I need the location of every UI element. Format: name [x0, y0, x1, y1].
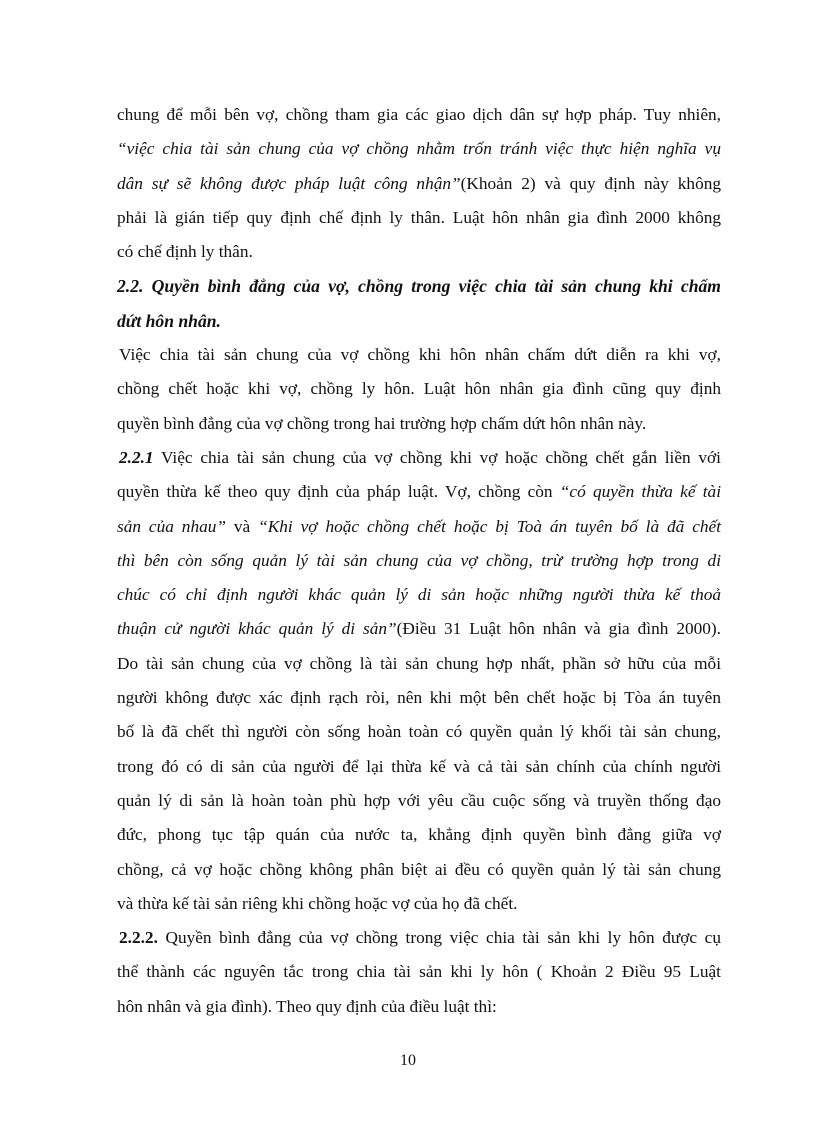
text-span: Việc chia tài sản chung của vợ chồng khi hôn nhân chấm dứt diễn ra khi vợ,	[119, 345, 721, 365]
text-span: quyền bình đẳng của vợ chồng trong hai trường hợp chấm dứt hôn nhân này.	[117, 413, 647, 433]
paragraph-line	[117, 167, 721, 201]
paragraph-line	[117, 235, 721, 269]
quote-span: dân sự sẽ không được pháp luật công nhận”	[117, 173, 461, 193]
quote-span: thì bên còn sống quản lý tài sản chung của vợ chồng, trừ trường hợp trong di	[117, 550, 721, 570]
document-page	[117, 98, 721, 1024]
paragraph-line	[117, 132, 721, 166]
text-span: Quyền bình đẳng của vợ chồng trong việc chia tài sản khi ly hôn được cụ	[157, 928, 721, 948]
paragraph-line	[117, 407, 721, 441]
paragraph-line	[117, 818, 721, 852]
text-span: và thừa kế tài sản riêng khi chồng hoặc vợ của họ đã chết.	[117, 893, 518, 913]
paragraph-line	[117, 201, 721, 235]
paragraph-line	[117, 955, 721, 989]
paragraph-line	[117, 887, 721, 921]
quote-span: sản của nhau”	[117, 516, 226, 536]
text-span: người không được xác định rạch ròi, nên khi một bên chết hoặc bị Tòa án tuyên	[117, 688, 721, 708]
subsection-number: 2.2.1	[119, 447, 154, 467]
text-span: bố là đã chết thì người còn sống hoàn toàn có quyền quản lý khối tài sản chung,	[117, 722, 721, 742]
quote-span: thuận cử người khác quản lý di sản”	[117, 619, 397, 639]
paragraph-line	[117, 441, 721, 475]
heading-text: 2.2. Quyền bình đẳng của vợ, chồng trong việc chia tài sản chung khi chấm	[117, 276, 721, 297]
text-span: hôn nhân và gia đình). Theo quy định của điều luật thì:	[117, 996, 497, 1016]
paragraph-line	[117, 510, 721, 544]
paragraph-line	[117, 853, 721, 887]
text-span: phải là gián tiếp quy định chế định ly thân. Luật hôn nhân gia đình 2000 không	[117, 207, 721, 227]
paragraph-line	[117, 647, 721, 681]
text-span: quản lý di sản là hoàn toàn phù hợp với yêu cầu cuộc sống và truyền thống đạo	[117, 790, 721, 810]
paragraph-line	[117, 372, 721, 406]
text-span: Việc chia tài sản chung của vợ chồng khi vợ hoặc chồng chết gắn liền với	[153, 447, 721, 467]
paragraph-line	[117, 544, 721, 578]
text-span: có chế định ly thân.	[117, 242, 253, 262]
paragraph-line	[117, 338, 721, 372]
paragraph-line	[117, 715, 721, 749]
text-span: và	[225, 516, 259, 536]
quote-span: “việc chia tài sản chung của vợ chồng nhằm trốn tránh việc thực hiện nghĩa vụ	[117, 139, 721, 159]
text-span: (Khoản 2) và quy định này không	[460, 173, 721, 193]
paragraph-line	[117, 784, 721, 818]
page-number: 10	[400, 1052, 416, 1069]
text-span: chồng, cả vợ hoặc chồng không phân biệt ai đều có quyền quản lý tài sản chung	[117, 859, 721, 879]
text-span: Do tài sản chung của vợ chồng là tài sản chung hợp nhất, phần sở hữu của mỗi	[117, 653, 721, 673]
section-heading	[117, 304, 721, 338]
quote-span: “Khi vợ hoặc chồng chết hoặc bị Toà án tuyên bố là đã chết	[258, 516, 722, 536]
quote-span: “có quyền thừa kế tài	[559, 482, 721, 502]
text-span: đức, phong tục tập quán của nước ta, khẳng định quyền bình đẳng giữa vợ	[117, 825, 721, 845]
paragraph-line	[117, 921, 721, 955]
text-span: chồng chết hoặc khi vợ, chồng ly hôn. Luật hôn nhân gia đình cũng quy định	[117, 379, 721, 399]
paragraph-line	[117, 475, 721, 509]
heading-text: dứt hôn nhân.	[117, 310, 221, 331]
paragraph-line	[117, 612, 721, 646]
paragraph-line	[117, 98, 721, 132]
quote-span: chúc có chỉ định người khác quản lý di sản hoặc những người thừa kế thoả	[117, 585, 721, 605]
text-span: chung để mỗi bên vợ, chồng tham gia các giao dịch dân sự hợp pháp. Tuy nhiên,	[117, 105, 721, 124]
text-span: thể thành các nguyên tắc trong chia tài sản khi ly hôn ( Khoản 2 Điều 95 Luật	[117, 962, 721, 982]
paragraph-line	[117, 750, 721, 784]
paragraph-line	[117, 990, 721, 1024]
paragraph-line	[117, 681, 721, 715]
text-span: quyền thừa kế theo quy định của pháp luật. Vợ, chồng còn	[117, 482, 560, 502]
subsection-number: 2.2.2.	[119, 928, 158, 948]
text-span: (Điều 31 Luật hôn nhân và gia đình 2000).	[396, 619, 721, 639]
section-heading	[117, 269, 721, 303]
paragraph-line	[117, 578, 721, 612]
text-span: trong đó có di sản của người để lại thừa kế và cả tài sản chính của chính người	[117, 756, 721, 776]
